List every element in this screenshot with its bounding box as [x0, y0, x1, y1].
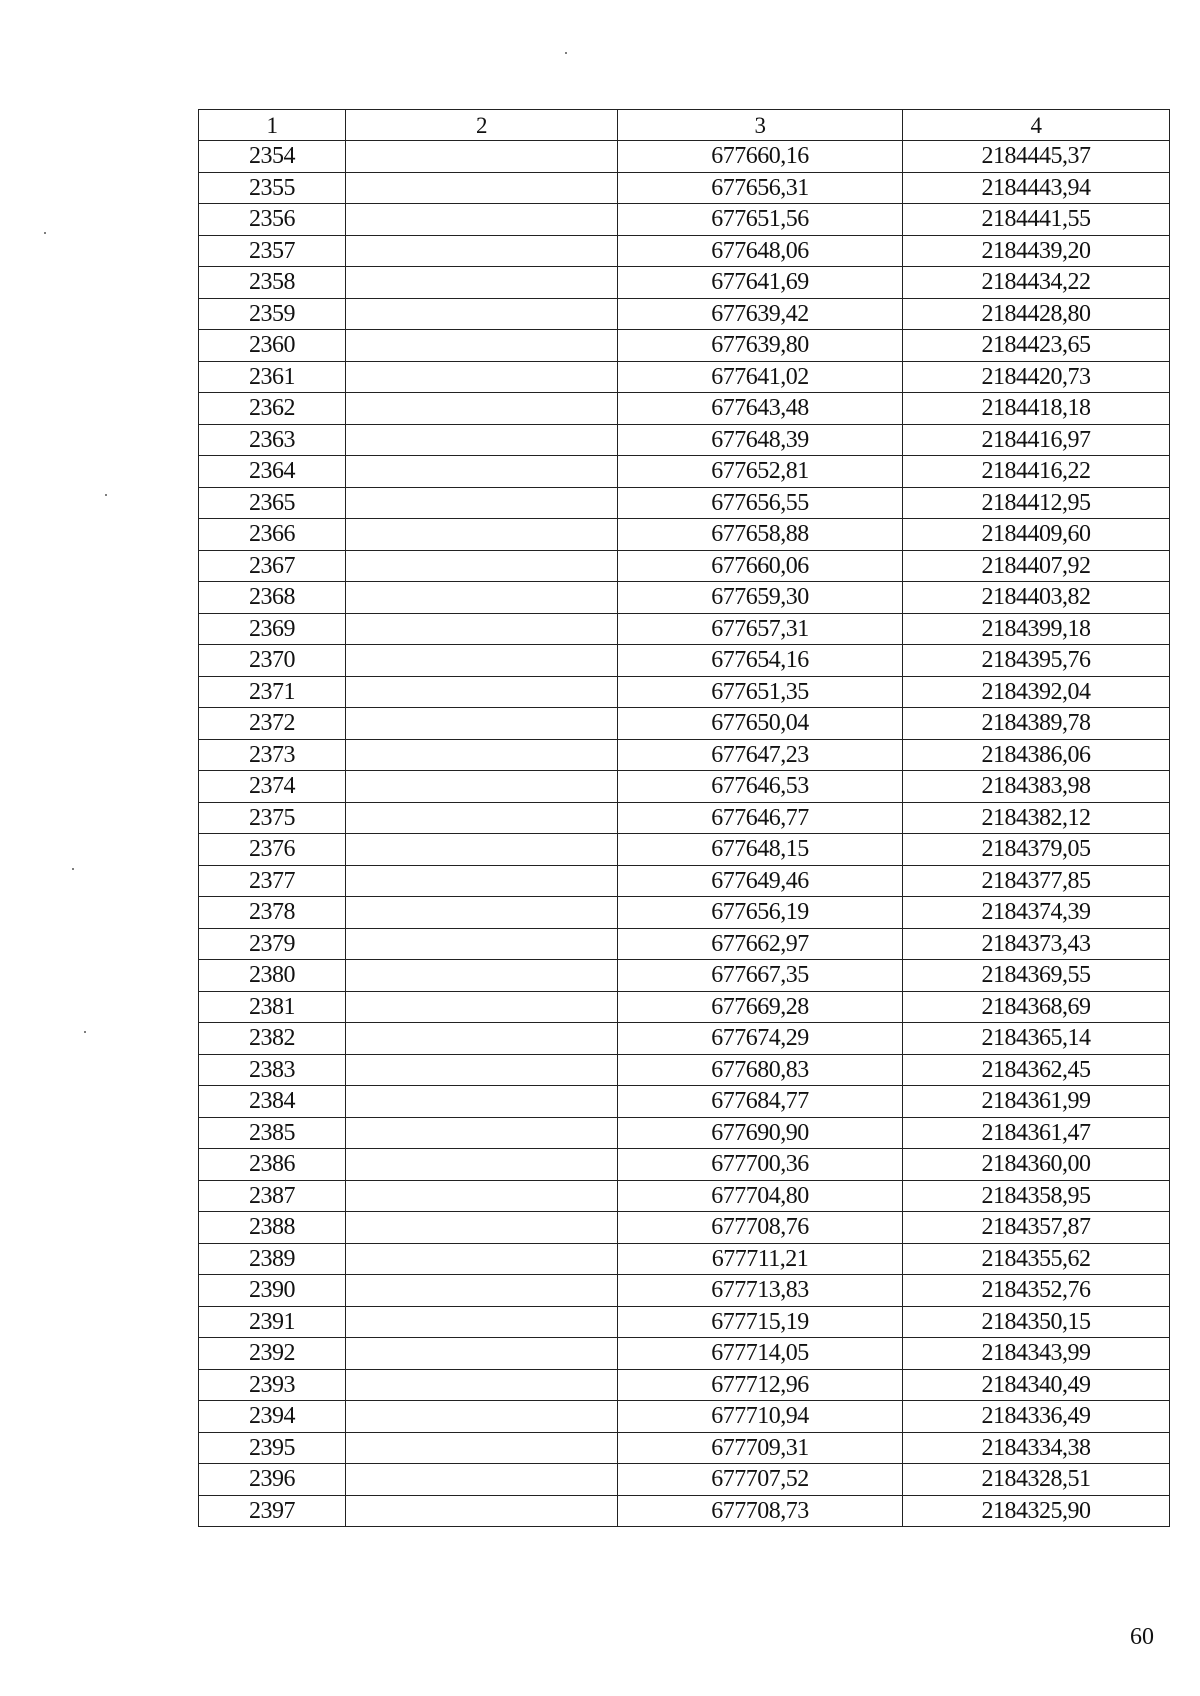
description-cell: [346, 613, 618, 645]
x-coordinate-cell: 677712,96: [618, 1369, 903, 1401]
y-coordinate-cell: 2184361,47: [903, 1117, 1170, 1149]
table-row: [199, 960, 1170, 992]
table-row: [199, 235, 1170, 267]
x-coordinate-cell: 677669,28: [618, 991, 903, 1023]
table-row: [199, 298, 1170, 330]
description-cell: [346, 424, 618, 456]
table-row: [199, 141, 1170, 173]
x-coordinate-cell: 677641,69: [618, 267, 903, 299]
description-cell: [346, 141, 618, 173]
point-number-cell: 2360: [199, 330, 346, 362]
point-number-cell: 2393: [199, 1369, 346, 1401]
y-coordinate-cell: 2184403,82: [903, 582, 1170, 614]
table-row: [199, 204, 1170, 236]
x-coordinate-cell: 677662,97: [618, 928, 903, 960]
description-cell: [346, 645, 618, 677]
point-number-cell: 2380: [199, 960, 346, 992]
description-cell: [346, 1401, 618, 1433]
y-coordinate-cell: 2184399,18: [903, 613, 1170, 645]
table-row: [199, 1212, 1170, 1244]
table-row: [199, 361, 1170, 393]
x-coordinate-cell: 677651,56: [618, 204, 903, 236]
table-row: [199, 1086, 1170, 1118]
point-number-cell: 2359: [199, 298, 346, 330]
point-number-cell: 2367: [199, 550, 346, 582]
table-row: [199, 550, 1170, 582]
point-number-cell: 2366: [199, 519, 346, 551]
point-number-cell: 2381: [199, 991, 346, 1023]
table-row: [199, 739, 1170, 771]
table-row: [199, 1243, 1170, 1275]
x-coordinate-cell: 677641,02: [618, 361, 903, 393]
x-coordinate-cell: 677715,19: [618, 1306, 903, 1338]
table-row: [199, 708, 1170, 740]
y-coordinate-cell: 2184392,04: [903, 676, 1170, 708]
y-coordinate-cell: 2184360,00: [903, 1149, 1170, 1181]
point-number-cell: 2387: [199, 1180, 346, 1212]
y-coordinate-cell: 2184412,95: [903, 487, 1170, 519]
y-coordinate-cell: 2184395,76: [903, 645, 1170, 677]
point-number-cell: 2394: [199, 1401, 346, 1433]
point-number-cell: 2397: [199, 1495, 346, 1527]
table-row: [199, 865, 1170, 897]
scan-speck: [105, 494, 107, 496]
y-coordinate-cell: 2184355,62: [903, 1243, 1170, 1275]
y-coordinate-cell: 2184369,55: [903, 960, 1170, 992]
x-coordinate-cell: 677660,16: [618, 141, 903, 173]
description-cell: [346, 676, 618, 708]
table-row: [199, 1401, 1170, 1433]
point-number-cell: 2379: [199, 928, 346, 960]
scan-speck: [84, 1031, 86, 1033]
y-coordinate-cell: 2184334,38: [903, 1432, 1170, 1464]
description-cell: [346, 1086, 618, 1118]
x-coordinate-cell: 677680,83: [618, 1054, 903, 1086]
description-cell: [346, 298, 618, 330]
point-number-cell: 2396: [199, 1464, 346, 1496]
table-row: [199, 1023, 1170, 1055]
description-cell: [346, 960, 618, 992]
point-number-cell: 2395: [199, 1432, 346, 1464]
point-number-cell: 2391: [199, 1306, 346, 1338]
description-cell: [346, 771, 618, 803]
y-coordinate-cell: 2184420,73: [903, 361, 1170, 393]
y-coordinate-cell: 2184443,94: [903, 172, 1170, 204]
table-row: [199, 456, 1170, 488]
y-coordinate-cell: 2184416,97: [903, 424, 1170, 456]
column-header-2: 2: [346, 110, 618, 141]
description-cell: [346, 582, 618, 614]
x-coordinate-cell: 677643,48: [618, 393, 903, 425]
x-coordinate-cell: 677660,06: [618, 550, 903, 582]
x-coordinate-cell: 677652,81: [618, 456, 903, 488]
y-coordinate-cell: 2184441,55: [903, 204, 1170, 236]
y-coordinate-cell: 2184407,92: [903, 550, 1170, 582]
y-coordinate-cell: 2184416,22: [903, 456, 1170, 488]
description-cell: [346, 1054, 618, 1086]
table-row: [199, 487, 1170, 519]
point-number-cell: 2365: [199, 487, 346, 519]
x-coordinate-cell: 677649,46: [618, 865, 903, 897]
point-number-cell: 2370: [199, 645, 346, 677]
x-coordinate-cell: 677709,31: [618, 1432, 903, 1464]
point-number-cell: 2389: [199, 1243, 346, 1275]
x-coordinate-cell: 677648,39: [618, 424, 903, 456]
scan-speck: [565, 52, 567, 54]
point-number-cell: 2375: [199, 802, 346, 834]
x-coordinate-cell: 677656,55: [618, 487, 903, 519]
point-number-cell: 2388: [199, 1212, 346, 1244]
point-number-cell: 2373: [199, 739, 346, 771]
point-number-cell: 2363: [199, 424, 346, 456]
x-coordinate-cell: 677654,16: [618, 645, 903, 677]
y-coordinate-cell: 2184357,87: [903, 1212, 1170, 1244]
point-number-cell: 2369: [199, 613, 346, 645]
point-number-cell: 2382: [199, 1023, 346, 1055]
description-cell: [346, 393, 618, 425]
table-row: [199, 1180, 1170, 1212]
coordinates-table: [198, 109, 1170, 1527]
x-coordinate-cell: 677659,30: [618, 582, 903, 614]
description-cell: [346, 708, 618, 740]
point-number-cell: 2384: [199, 1086, 346, 1118]
table-row: [199, 802, 1170, 834]
table-row: [199, 1464, 1170, 1496]
point-number-cell: 2377: [199, 865, 346, 897]
y-coordinate-cell: 2184361,99: [903, 1086, 1170, 1118]
x-coordinate-cell: 677684,77: [618, 1086, 903, 1118]
table-row: [199, 1149, 1170, 1181]
column-header-4: 4: [903, 110, 1170, 141]
table-row: [199, 172, 1170, 204]
table-row: [199, 393, 1170, 425]
table-row: [199, 1432, 1170, 1464]
table-row: [199, 267, 1170, 299]
y-coordinate-cell: 2184352,76: [903, 1275, 1170, 1307]
x-coordinate-cell: 677708,73: [618, 1495, 903, 1527]
x-coordinate-cell: 677656,31: [618, 172, 903, 204]
table-row: [199, 1054, 1170, 1086]
x-coordinate-cell: 677648,06: [618, 235, 903, 267]
y-coordinate-cell: 2184383,98: [903, 771, 1170, 803]
description-cell: [346, 172, 618, 204]
table-row: [199, 613, 1170, 645]
x-coordinate-cell: 677674,29: [618, 1023, 903, 1055]
description-cell: [346, 519, 618, 551]
description-cell: [346, 1275, 618, 1307]
table-row: [199, 928, 1170, 960]
description-cell: [346, 1338, 618, 1370]
x-coordinate-cell: 677713,83: [618, 1275, 903, 1307]
description-cell: [346, 1495, 618, 1527]
point-number-cell: 2376: [199, 834, 346, 866]
point-number-cell: 2357: [199, 235, 346, 267]
y-coordinate-cell: 2184350,15: [903, 1306, 1170, 1338]
x-coordinate-cell: 677648,15: [618, 834, 903, 866]
point-number-cell: 2355: [199, 172, 346, 204]
point-number-cell: 2390: [199, 1275, 346, 1307]
y-coordinate-cell: 2184340,49: [903, 1369, 1170, 1401]
point-number-cell: 2372: [199, 708, 346, 740]
description-cell: [346, 1306, 618, 1338]
description-cell: [346, 928, 618, 960]
description-cell: [346, 739, 618, 771]
page-number: 60: [1130, 1624, 1154, 1650]
description-cell: [346, 361, 618, 393]
description-cell: [346, 235, 618, 267]
x-coordinate-cell: 677658,88: [618, 519, 903, 551]
table-row: [199, 582, 1170, 614]
y-coordinate-cell: 2184418,18: [903, 393, 1170, 425]
x-coordinate-cell: 677651,35: [618, 676, 903, 708]
x-coordinate-cell: 677704,80: [618, 1180, 903, 1212]
point-number-cell: 2385: [199, 1117, 346, 1149]
scan-speck: [44, 232, 46, 234]
description-cell: [346, 204, 618, 236]
x-coordinate-cell: 677711,21: [618, 1243, 903, 1275]
description-cell: [346, 267, 618, 299]
description-cell: [346, 487, 618, 519]
point-number-cell: 2356: [199, 204, 346, 236]
description-cell: [346, 834, 618, 866]
x-coordinate-cell: 677647,23: [618, 739, 903, 771]
x-coordinate-cell: 677646,53: [618, 771, 903, 803]
y-coordinate-cell: 2184389,78: [903, 708, 1170, 740]
description-cell: [346, 1212, 618, 1244]
description-cell: [346, 1369, 618, 1401]
x-coordinate-cell: 677646,77: [618, 802, 903, 834]
point-number-cell: 2364: [199, 456, 346, 488]
y-coordinate-cell: 2184358,95: [903, 1180, 1170, 1212]
point-number-cell: 2392: [199, 1338, 346, 1370]
table-row: [199, 1338, 1170, 1370]
table-row: [199, 519, 1170, 551]
description-cell: [346, 1117, 618, 1149]
y-coordinate-cell: 2184409,60: [903, 519, 1170, 551]
y-coordinate-cell: 2184373,43: [903, 928, 1170, 960]
x-coordinate-cell: 677714,05: [618, 1338, 903, 1370]
table-row: [199, 645, 1170, 677]
description-cell: [346, 1464, 618, 1496]
table-row: [199, 1306, 1170, 1338]
point-number-cell: 2383: [199, 1054, 346, 1086]
point-number-cell: 2378: [199, 897, 346, 929]
description-cell: [346, 550, 618, 582]
y-coordinate-cell: 2184434,22: [903, 267, 1170, 299]
point-number-cell: 2354: [199, 141, 346, 173]
column-header-1: 1: [199, 110, 346, 141]
y-coordinate-cell: 2184445,37: [903, 141, 1170, 173]
x-coordinate-cell: 677707,52: [618, 1464, 903, 1496]
y-coordinate-cell: 2184368,69: [903, 991, 1170, 1023]
table-row: [199, 1495, 1170, 1527]
y-coordinate-cell: 2184328,51: [903, 1464, 1170, 1496]
description-cell: [346, 802, 618, 834]
x-coordinate-cell: 677690,90: [618, 1117, 903, 1149]
x-coordinate-cell: 677667,35: [618, 960, 903, 992]
x-coordinate-cell: 677639,80: [618, 330, 903, 362]
description-cell: [346, 330, 618, 362]
y-coordinate-cell: 2184365,14: [903, 1023, 1170, 1055]
y-coordinate-cell: 2184386,06: [903, 739, 1170, 771]
point-number-cell: 2371: [199, 676, 346, 708]
column-header-3: 3: [618, 110, 903, 141]
table-row: [199, 834, 1170, 866]
y-coordinate-cell: 2184362,45: [903, 1054, 1170, 1086]
description-cell: [346, 456, 618, 488]
table-row: [199, 330, 1170, 362]
description-cell: [346, 865, 618, 897]
description-cell: [346, 1149, 618, 1181]
point-number-cell: 2362: [199, 393, 346, 425]
description-cell: [346, 1432, 618, 1464]
table-row: [199, 991, 1170, 1023]
y-coordinate-cell: 2184382,12: [903, 802, 1170, 834]
description-cell: [346, 1023, 618, 1055]
point-number-cell: 2368: [199, 582, 346, 614]
table-row: [199, 424, 1170, 456]
y-coordinate-cell: 2184439,20: [903, 235, 1170, 267]
y-coordinate-cell: 2184379,05: [903, 834, 1170, 866]
x-coordinate-cell: 677710,94: [618, 1401, 903, 1433]
point-number-cell: 2361: [199, 361, 346, 393]
y-coordinate-cell: 2184428,80: [903, 298, 1170, 330]
description-cell: [346, 897, 618, 929]
x-coordinate-cell: 677708,76: [618, 1212, 903, 1244]
table-row: [199, 1369, 1170, 1401]
table-row: [199, 676, 1170, 708]
point-number-cell: 2374: [199, 771, 346, 803]
table-row: [199, 771, 1170, 803]
description-cell: [346, 1243, 618, 1275]
y-coordinate-cell: 2184343,99: [903, 1338, 1170, 1370]
table-row: [199, 1117, 1170, 1149]
table-body: [199, 141, 1170, 1527]
x-coordinate-cell: 677639,42: [618, 298, 903, 330]
table-row: [199, 1275, 1170, 1307]
description-cell: [346, 1180, 618, 1212]
x-coordinate-cell: 677650,04: [618, 708, 903, 740]
y-coordinate-cell: 2184374,39: [903, 897, 1170, 929]
table-header-row: [199, 110, 1170, 141]
x-coordinate-cell: 677700,36: [618, 1149, 903, 1181]
y-coordinate-cell: 2184377,85: [903, 865, 1170, 897]
scan-speck: [72, 868, 74, 870]
y-coordinate-cell: 2184423,65: [903, 330, 1170, 362]
point-number-cell: 2386: [199, 1149, 346, 1181]
x-coordinate-cell: 677656,19: [618, 897, 903, 929]
x-coordinate-cell: 677657,31: [618, 613, 903, 645]
description-cell: [346, 991, 618, 1023]
point-number-cell: 2358: [199, 267, 346, 299]
table-row: [199, 897, 1170, 929]
y-coordinate-cell: 2184325,90: [903, 1495, 1170, 1527]
y-coordinate-cell: 2184336,49: [903, 1401, 1170, 1433]
